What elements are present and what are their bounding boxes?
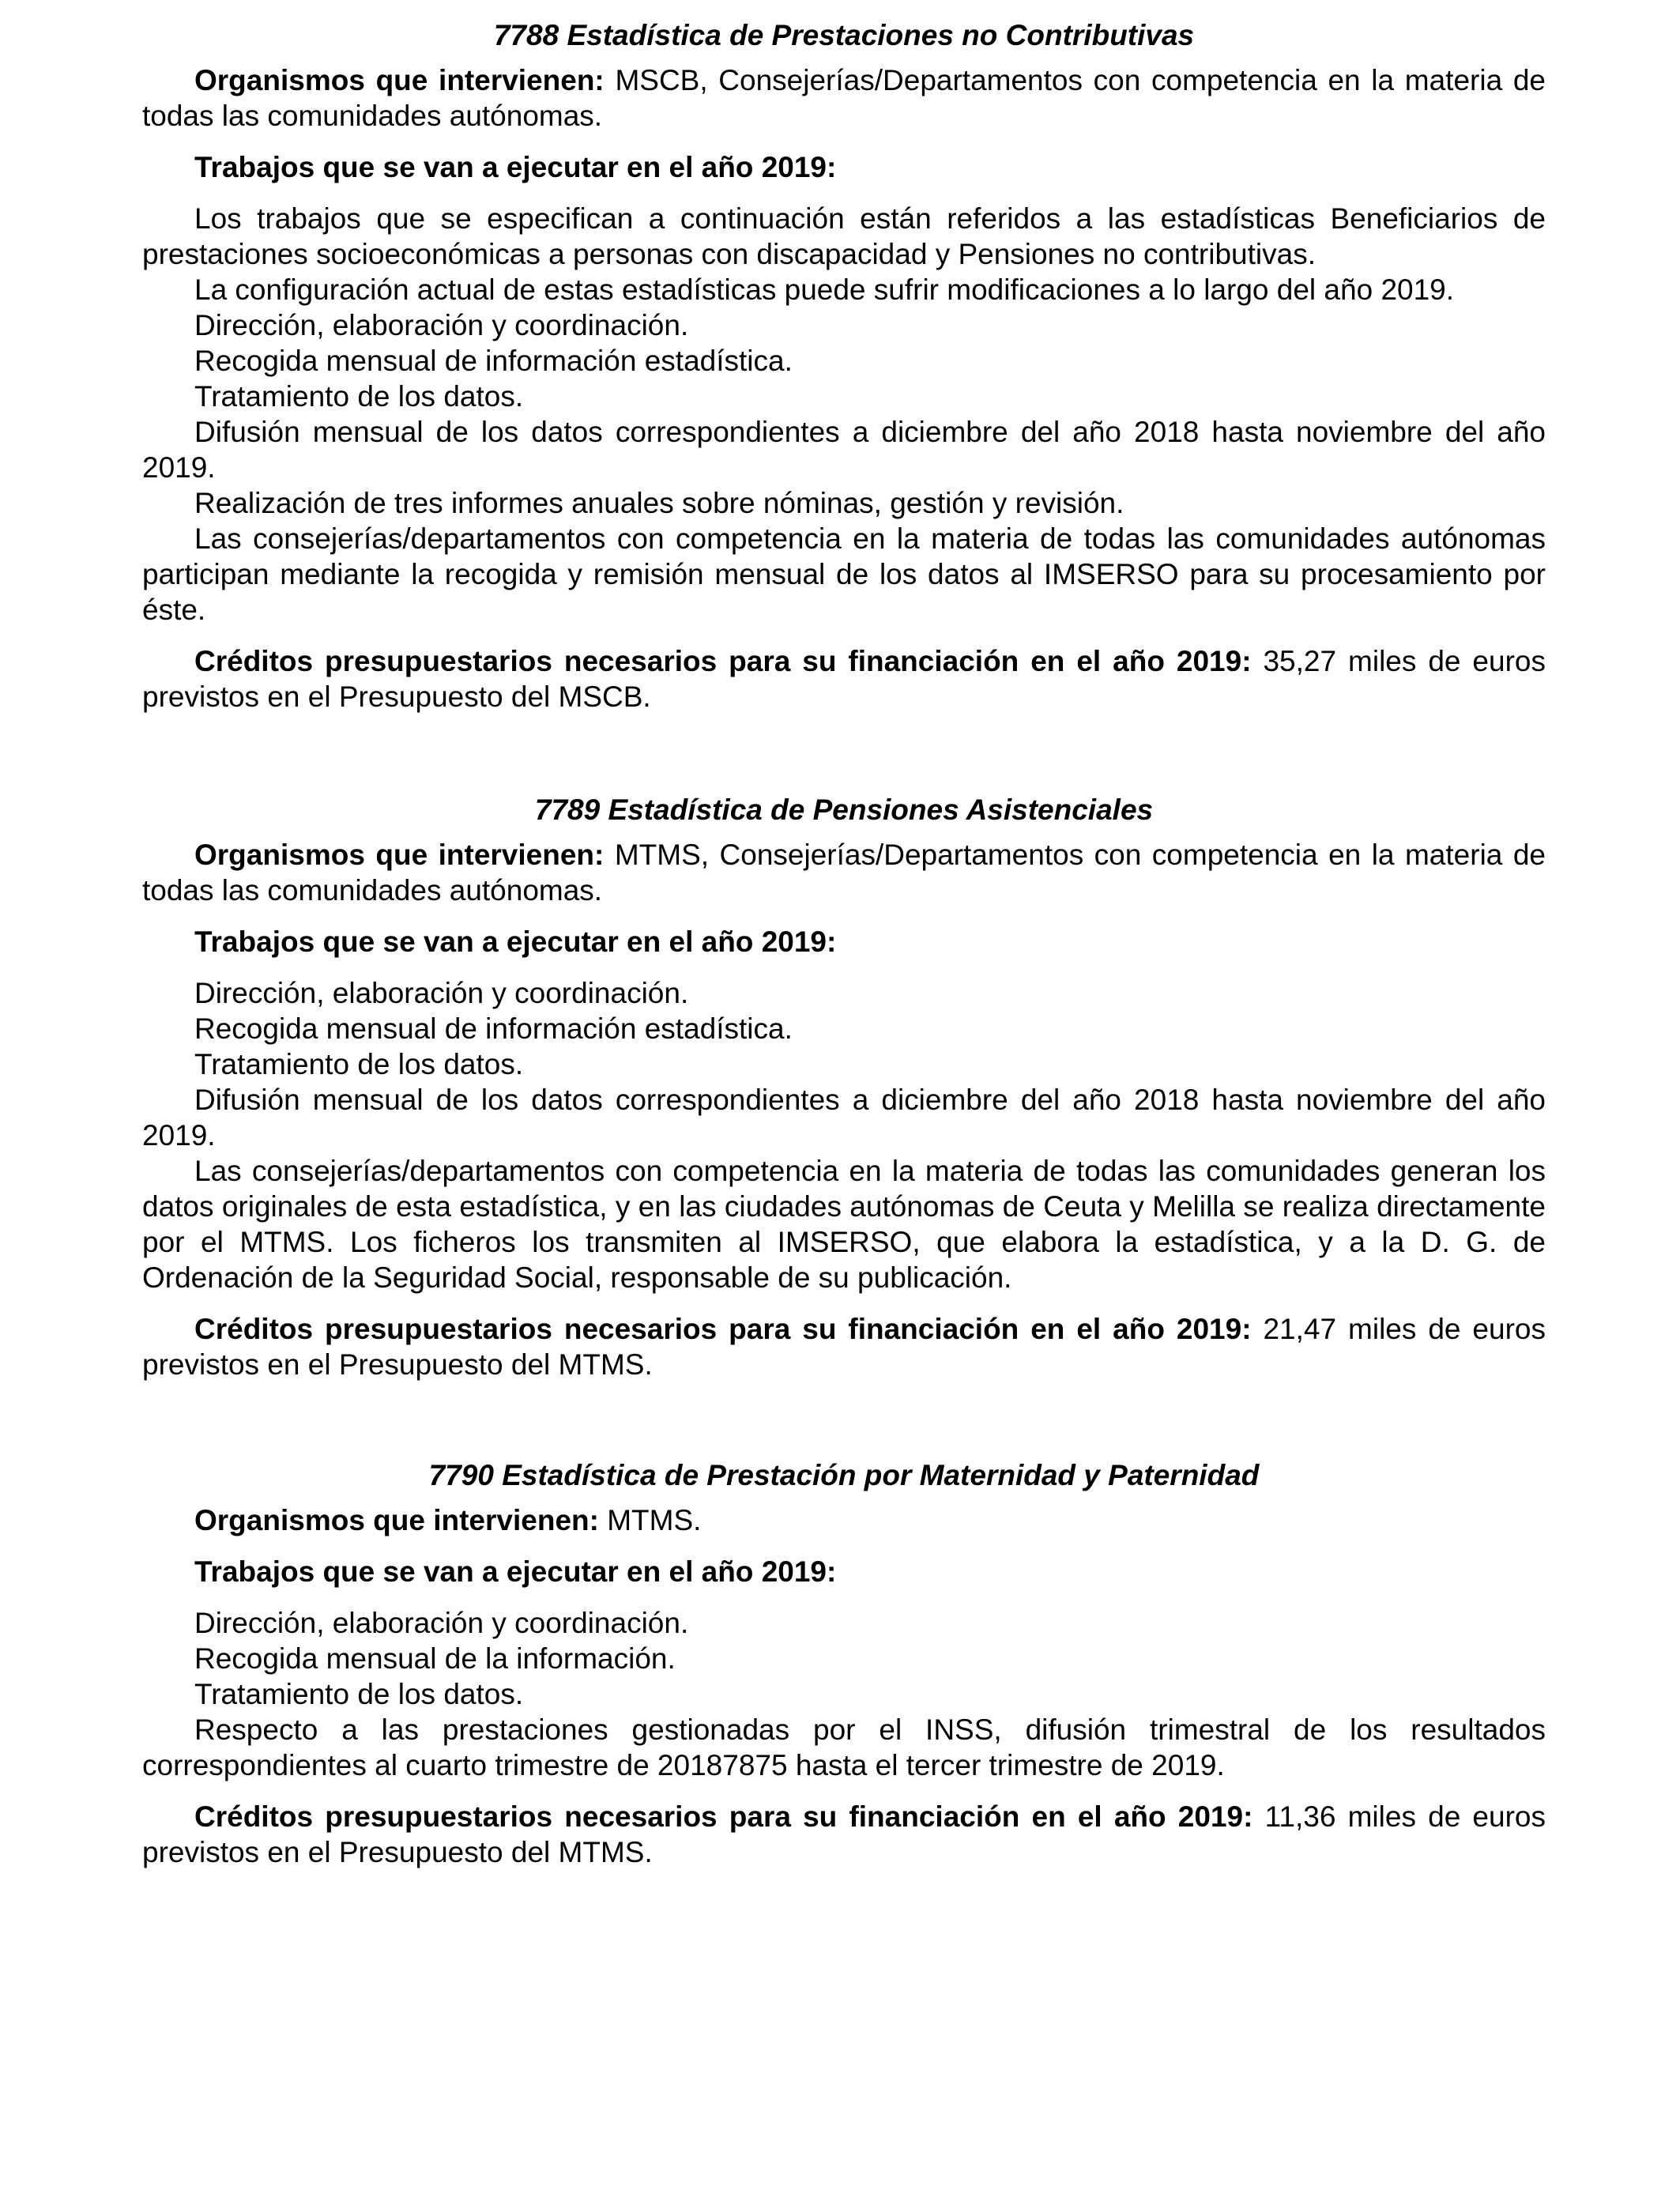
creditos-label: Créditos presupuestarios necesarios para su financiación en el año 2019:: [194, 645, 1252, 677]
organismos-label: Organismos que intervienen:: [194, 64, 605, 96]
creditos-text: 35,27 miles de euros previstos en el Presupuesto del MSCB.: [142, 645, 1546, 713]
section-7788: [142, 17, 1546, 714]
organismos-text: MTMS, Consejerías/Departamentos con competencia en la materia de todas las comunidades autónomas.: [142, 839, 1546, 907]
trabajos-heading: Trabajos que se van a ejecutar en el año 2019:: [194, 925, 837, 958]
creditos-text: 21,47 miles de euros previstos en el Presupuesto del MTMS.: [142, 1313, 1546, 1381]
trabajos-item: Las consejerías/departamentos con competencia en la materia de todas las comunidades autónomas participan mediante la recogida y remisión mensual de los datos al IMSERSO para su procesamiento por éste.: [142, 522, 1546, 626]
section-7789: [142, 792, 1546, 1382]
trabajos-item: Difusión mensual de los datos correspondientes a diciembre del año 2018 hasta noviembre del año 2019.: [142, 416, 1546, 484]
creditos-paragraph: [142, 1799, 1546, 1870]
trabajos-heading: Trabajos que se van a ejecutar en el año 2019:: [194, 151, 837, 183]
trabajos-item: Respecto a las prestaciones gestionadas por el INSS, difusión trimestral de los resultados correspondientes al cuarto trimestre de 20187875 hasta el tercer trimestre de 2019.: [142, 1713, 1546, 1781]
creditos-label: Créditos presupuestarios necesarios para su financiación en el año 2019:: [194, 1800, 1253, 1833]
trabajos-item: Tratamiento de los datos.: [194, 380, 524, 413]
trabajos-item: Recogida mensual de información estadística.: [194, 345, 793, 377]
trabajos-item: Realización de tres informes anuales sobre nóminas, gestión y revisión.: [194, 487, 1124, 519]
creditos-paragraph: [142, 1311, 1546, 1382]
trabajos-item: Dirección, elaboración y coordinación.: [194, 1607, 689, 1639]
trabajos-item: La configuración actual de estas estadísticas puede sufrir modificaciones a lo largo del año 2019.: [194, 273, 1455, 306]
section-title: 7790 Estadística de Prestación por Maternidad y Paternidad: [428, 1459, 1260, 1491]
trabajos-item: Recogida mensual de la información.: [194, 1642, 676, 1675]
organismos-label: Organismos que intervienen:: [194, 1504, 599, 1536]
organismos-paragraph: [142, 837, 1546, 908]
section-title: 7788 Estadística de Prestaciones no Contributivas: [493, 19, 1195, 51]
section-title: 7789 Estadística de Pensiones Asistenciales: [534, 794, 1154, 826]
trabajos-item: Tratamiento de los datos.: [194, 1048, 524, 1080]
trabajos-item: Recogida mensual de información estadística.: [194, 1012, 793, 1045]
section-7790: [142, 1457, 1546, 1870]
organismos-paragraph: [142, 62, 1546, 134]
creditos-label: Créditos presupuestarios necesarios para su financiación en el año 2019:: [194, 1313, 1252, 1345]
organismos-label: Organismos que intervienen:: [194, 839, 605, 871]
organismos-text: MSCB, Consejerías/Departamentos con competencia en la materia de todas las comunidades autónomas.: [142, 64, 1546, 132]
trabajos-item: Dirección, elaboración y coordinación.: [194, 309, 689, 341]
trabajos-item: Dirección, elaboración y coordinación.: [194, 977, 689, 1009]
trabajos-heading: Trabajos que se van a ejecutar en el año 2019:: [194, 1555, 837, 1588]
creditos-text: 11,36 miles de euros previstos en el Presupuesto del MTMS.: [142, 1800, 1546, 1868]
trabajos-item: Los trabajos que se especifican a continuación están referidos a las estadísticas Beneficiarios de prestaciones socioeconómicas a personas con discapacidad y Pensiones no contributivas.: [142, 202, 1546, 270]
trabajos-item: Las consejerías/departamentos con competencia en la materia de todas las comunidades generan los datos originales de esta estadística, y en las ciudades autónomas de Ceuta y Melilla se realiza directamente por el MTMS. Los ficheros los transmiten al IMSERSO, que elabora la estadística, y a la D. G. de Ordenación de la Seguridad Social, responsable de su publicación.: [142, 1155, 1546, 1294]
organismos-text: MTMS.: [598, 1504, 702, 1536]
trabajos-item: Difusión mensual de los datos correspondientes a diciembre del año 2018 hasta noviembre del año 2019.: [142, 1084, 1546, 1152]
organismos-paragraph: [142, 1502, 1546, 1538]
trabajos-item: Tratamiento de los datos.: [194, 1678, 524, 1710]
creditos-paragraph: [142, 643, 1546, 714]
